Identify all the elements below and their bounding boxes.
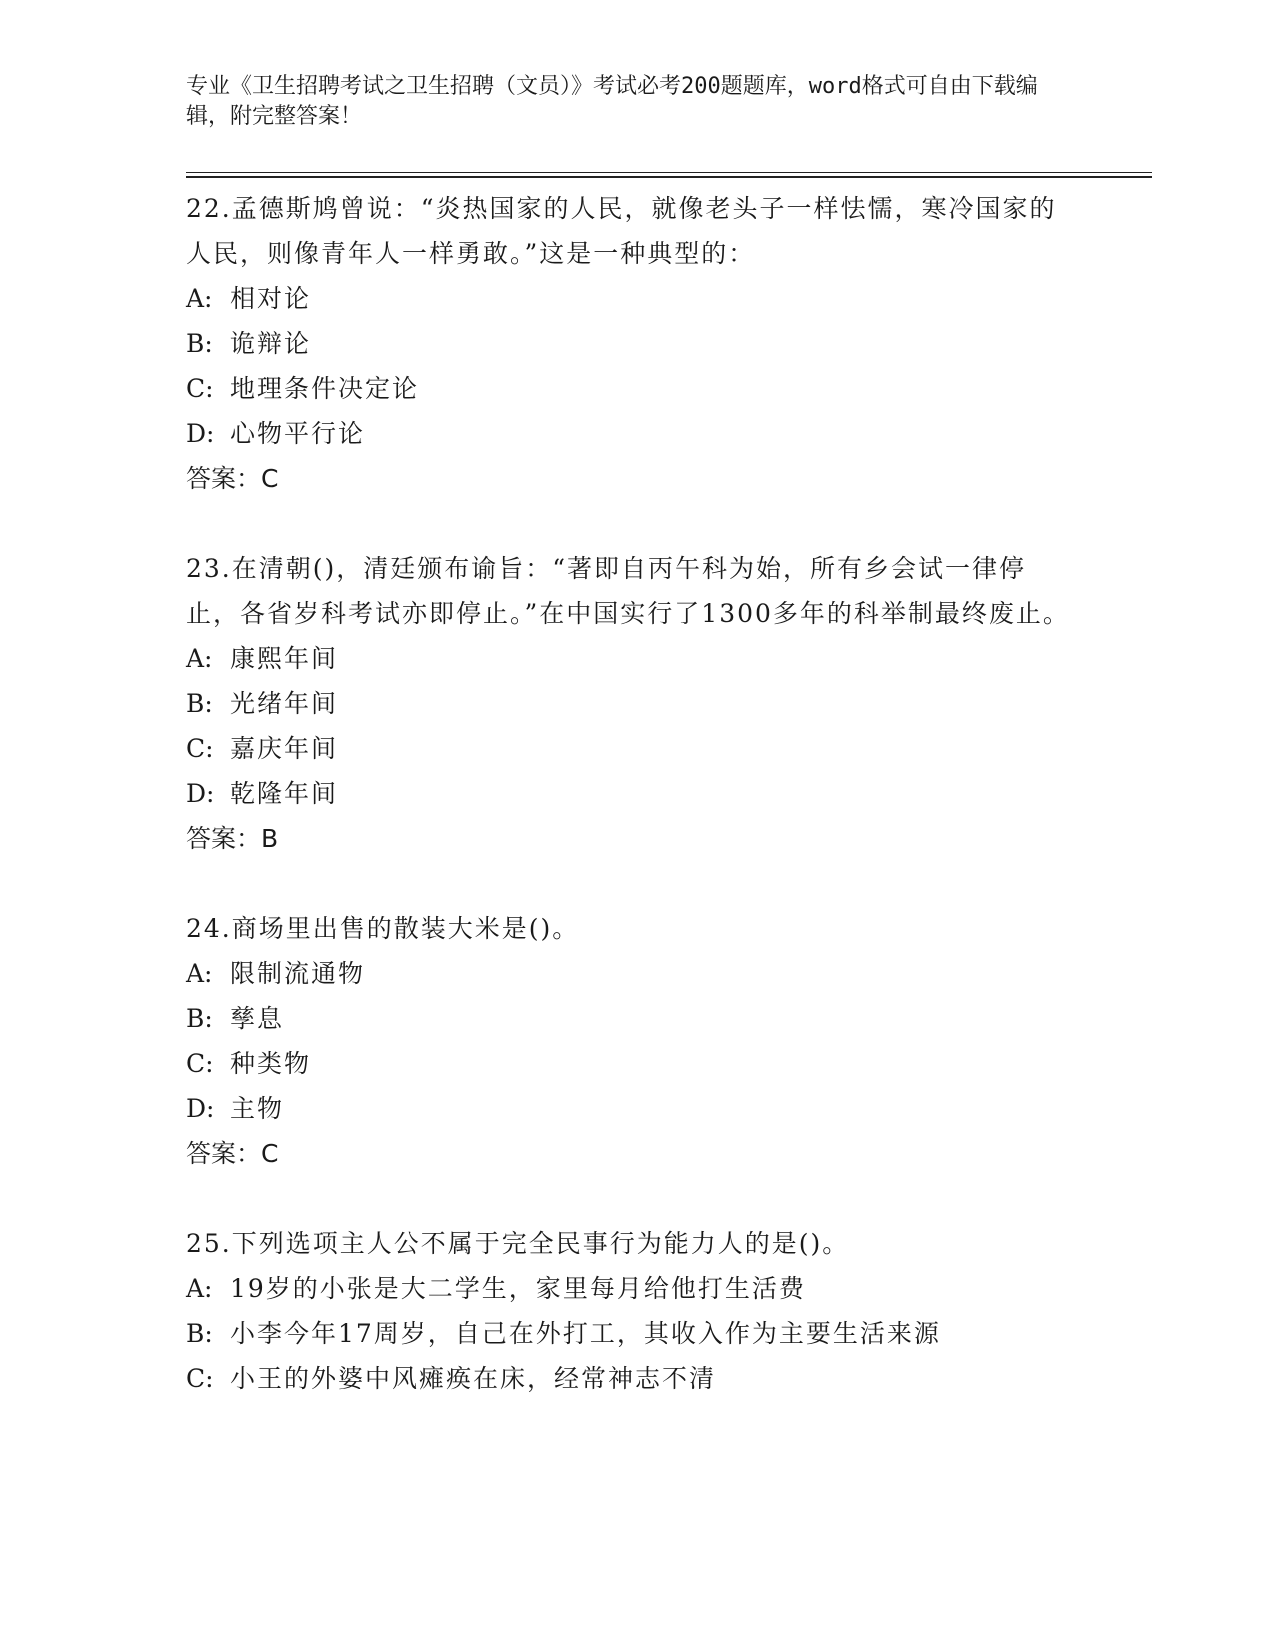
question-option — [186, 321, 1076, 366]
option-key: D: — [186, 1094, 215, 1123]
question-option — [186, 996, 1076, 1041]
question-option — [186, 726, 1076, 771]
question-item — [186, 1221, 1076, 1401]
option-text: 嘉庆年间 — [230, 734, 339, 763]
question-stem: 22.孟德斯鸠曾说：“炎热国家的人民，就像老头子一样怯懦，寒冷国家的人民，则像青年人一样勇敢。”这是一种典型的： — [186, 194, 1057, 268]
question-option — [186, 1266, 1076, 1311]
question-option — [186, 411, 1076, 456]
question-item — [186, 186, 1076, 501]
option-key: A: — [186, 284, 213, 313]
question-option — [186, 366, 1076, 411]
option-text: 相对论 — [230, 284, 312, 313]
question-stem: 24.商场里出售的散装大米是()。 — [186, 914, 580, 943]
option-key: B: — [186, 1319, 213, 1348]
option-text: 地理条件决定论 — [230, 374, 420, 403]
question-option — [186, 771, 1076, 816]
question-item — [186, 906, 1076, 1176]
question-stem: 25.下列选项主人公不属于完全民事行为能力人的是()。 — [186, 1229, 850, 1258]
question-answer: 答案：C — [186, 464, 279, 493]
option-text: 乾隆年间 — [230, 779, 339, 808]
option-text: 心物平行论 — [230, 419, 366, 448]
question-option — [186, 681, 1076, 726]
question-stem: 23.在清朝()，清廷颁布谕旨：“著即自丙午科为始，所有乡会试一律停止，各省岁科考试亦即停止。”在中国实行了1300多年的科举制最终废止。 — [186, 554, 1070, 628]
option-text: 诡辩论 — [230, 329, 312, 358]
option-text: 限制流通物 — [230, 959, 366, 988]
question-list — [186, 186, 1076, 1446]
question-option — [186, 636, 1076, 681]
option-key: A: — [186, 1274, 213, 1303]
option-key: A: — [186, 644, 213, 673]
option-text: 康熙年间 — [230, 644, 339, 673]
option-text: 光绪年间 — [230, 689, 339, 718]
question-option — [186, 1311, 1076, 1356]
question-answer: 答案：B — [186, 824, 279, 853]
question-option — [186, 951, 1076, 996]
option-text: 孳息 — [230, 1004, 285, 1033]
option-key: A: — [186, 959, 213, 988]
option-key: C: — [186, 1049, 214, 1078]
option-text: 主物 — [230, 1094, 285, 1123]
question-option — [186, 1041, 1076, 1086]
question-answer: 答案：C — [186, 1139, 279, 1168]
option-key: C: — [186, 1364, 214, 1393]
option-text: 小王的外婆中风瘫痪在床，经常神志不清 — [230, 1364, 717, 1393]
option-key: B: — [186, 329, 213, 358]
option-text: 种类物 — [230, 1049, 312, 1078]
option-key: D: — [186, 779, 215, 808]
option-key: B: — [186, 1004, 213, 1033]
header-divider-thin — [186, 172, 1152, 173]
document-intro: 专业《卫生招聘考试之卫生招聘（文员）》考试必考200题题库，word格式可自由下载编辑，附完整答案！ — [186, 74, 1038, 129]
question-option — [186, 1356, 1076, 1401]
question-option — [186, 276, 1076, 321]
header-divider-thick — [186, 176, 1152, 178]
option-key: D: — [186, 419, 215, 448]
question-item — [186, 546, 1076, 861]
option-key: B: — [186, 689, 213, 718]
option-key: C: — [186, 734, 214, 763]
option-text: 19岁的小张是大二学生，家里每月给他打生活费 — [230, 1274, 806, 1303]
question-option — [186, 1086, 1076, 1131]
option-key: C: — [186, 374, 214, 403]
option-text: 小李今年17周岁，自己在外打工，其收入作为主要生活来源 — [230, 1319, 941, 1348]
